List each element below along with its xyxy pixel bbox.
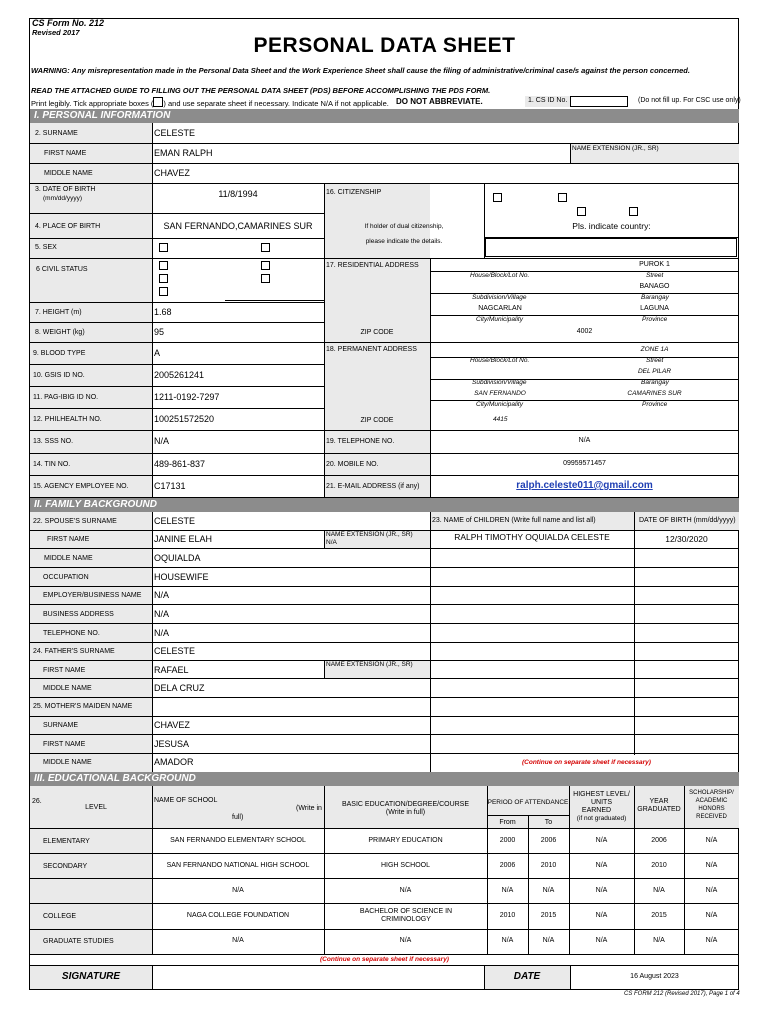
perm-city-value[interactable]: SAN FERNANDO (474, 390, 526, 397)
dob-label: 3. DATE OF BIRTH (35, 186, 96, 193)
footer-text: CS FORM 212 (Revised 2017), Page 1 of 4 (624, 991, 740, 997)
father-first-label: FIRST NAME (43, 667, 86, 674)
occupation-label: OCCUPATION (43, 574, 89, 581)
email-label: 21. E-MAIL ADDRESS (if any) (326, 483, 420, 490)
gsis-value[interactable]: 2005261241 (154, 370, 205, 380)
weight-value[interactable]: 95 (154, 327, 165, 337)
dual-note-1: If holder of dual citizenship, (364, 223, 444, 230)
civil-separated-checkbox[interactable] (261, 274, 270, 283)
edu-row-school[interactable]: N/A (232, 887, 244, 894)
agency-label: 15. AGENCY EMPLOYEE NO. (33, 483, 129, 490)
father-surname-value[interactable]: CELESTE (154, 646, 196, 656)
weight-label: 8. WEIGHT (kg) (35, 329, 85, 336)
date-label: DATE (513, 971, 541, 982)
spouse-ext-value[interactable]: N/A (326, 539, 337, 546)
edu-honors-header-4: RECEIVED (696, 814, 727, 820)
edu-year-header-2: GRADUATED (637, 806, 681, 813)
citizenship-label: 16. CITIZENSHIP (326, 189, 382, 196)
checkbox-sample-icon (153, 97, 163, 107)
mother-middle-label: MIDDLE NAME (43, 759, 92, 766)
edu-highest-header-2: UNITS (591, 799, 612, 806)
name-ext-label: NAME EXTENSION (JR., SR) (572, 145, 659, 152)
edu-highest-header-3: EARNED (581, 807, 612, 814)
sss-label: 13. SSS NO. (33, 438, 74, 445)
children-label: 23. NAME of CHILDREN (Write full name and list all) (432, 517, 596, 524)
dual-citizenship-checkbox[interactable] (558, 193, 567, 202)
height-label: 7. HEIGHT (m) (35, 309, 82, 316)
signature-label: SIGNATURE (61, 971, 121, 982)
res-subdivision-sub: Subdivision/Village (472, 294, 527, 301)
mother-first-label: FIRST NAME (43, 741, 86, 748)
edu-row-year[interactable]: 2015 (651, 912, 667, 919)
tin-value[interactable]: 489-861-837 (154, 459, 206, 469)
spouse-first-label: FIRST NAME (47, 536, 90, 543)
section-family-header: II. FAMILY BACKGROUND (30, 498, 739, 512)
surname-value[interactable]: CELESTE (154, 128, 196, 138)
telephone-value[interactable]: N/A (578, 437, 591, 444)
telephone-label: 19. TELEPHONE NO. (326, 438, 395, 445)
edu-row-course[interactable]: N/A (399, 887, 412, 894)
education-continue-note: (Continue on separate sheet if necessary) (320, 956, 449, 963)
first-name-value[interactable]: EMAN RALPH (154, 148, 213, 158)
pagibig-value[interactable]: 1211-0192-7297 (154, 392, 220, 402)
spouse-middle-value[interactable]: OQUIALDA (154, 553, 201, 563)
mother-middle-value[interactable]: AMADOR (154, 757, 194, 767)
blood-value[interactable]: A (154, 348, 161, 358)
edu-to-header: To (544, 819, 553, 826)
edu-row-to[interactable]: N/A (542, 937, 555, 944)
father-first-value[interactable]: RAFAEL (154, 665, 189, 675)
gsis-label: 10. GSIS ID NO. (33, 372, 85, 379)
print-note (31, 97, 389, 108)
dob-format: (mm/dd/yyyy) (43, 195, 82, 202)
edu-row-highest[interactable]: N/A (595, 837, 608, 844)
perm-province-sub: Province (642, 401, 668, 408)
guide-text: READ THE ATTACHED GUIDE TO FILLING OUT THE PERSONAL DATA SHEET (PDS) BEFORE ACCOMPLISHING THE PDS FORM. (31, 86, 491, 95)
father-middle-value[interactable]: DELA CRUZ (154, 683, 205, 693)
email-link[interactable]: ralph.celeste011@gmail.com (516, 480, 653, 491)
spouse-surname-label: 22. SPOUSE'S SURNAME (33, 518, 117, 525)
do-not-abbreviate: DO NOT ABBREVIATE. (396, 97, 483, 106)
perm-street-sub: Street (646, 357, 664, 364)
edu-row-course[interactable]: PRIMARY EDUCATION (368, 837, 443, 844)
by-birth-checkbox[interactable] (577, 207, 586, 216)
height-value[interactable]: 1.68 (154, 307, 172, 317)
sex-label: 5. SEX (35, 244, 57, 251)
edu-row-highest[interactable]: N/A (595, 937, 608, 944)
mother-surname-value[interactable]: CHAVEZ (154, 720, 190, 730)
edu-row-to[interactable]: 2010 (540, 862, 557, 869)
warning-text: WARNING: Any misrepresentation made in the Personal Data Sheet and the Work Experience Sheet shall cause the filing of administrative/criminal case/s against the person concerned. (31, 66, 690, 75)
edu-num: 26. (32, 798, 42, 805)
res-zip-label: ZIP CODE (360, 329, 394, 336)
edu-row-course[interactable]: BACHELOR OF SCIENCE IN CRIMINOLOGY (359, 908, 453, 923)
perm-city-sub: City/Municipality (476, 401, 523, 408)
philhealth-label: 12. PHILHEALTH NO. (33, 416, 102, 423)
res-city-sub: City/Municipality (476, 316, 523, 323)
perm-house-sub: House/Block/Lot No. (470, 357, 530, 364)
mother-surname-label: SURNAME (43, 722, 79, 729)
form-id: CS Form No. 212 (32, 18, 105, 28)
perm-barangay-sub: Barangay (641, 379, 669, 386)
civil-status-label: 6 CIVIL STATUS (36, 266, 88, 273)
perm-street-value[interactable]: ZONE 1A (640, 346, 669, 353)
edu-row-to[interactable]: 2006 (540, 837, 557, 844)
edu-row-year[interactable]: N/A (653, 887, 665, 894)
edu-row-honors[interactable]: N/A (705, 937, 718, 944)
edu-row-year[interactable]: N/A (653, 937, 665, 944)
child-dob-label: DATE OF BIRTH (mm/dd/yyyy) (639, 517, 736, 524)
business-addr-label: BUSINESS ADDRESS (43, 611, 114, 618)
perm-zip-value[interactable]: 4415 (493, 416, 508, 423)
first-name-label: FIRST NAME (44, 150, 87, 157)
country-select[interactable] (485, 238, 737, 257)
civil-widowed-checkbox[interactable] (159, 274, 168, 283)
father-middle-label: MIDDLE NAME (43, 685, 92, 692)
edu-row-from[interactable]: 2006 (499, 862, 516, 869)
edu-row-year[interactable]: 2010 (651, 862, 667, 869)
residential-label: 17. RESIDENTIAL ADDRESS (326, 262, 419, 269)
edu-highest-header-1: HIGHEST LEVEL/ (573, 791, 630, 798)
spouse-surname-value[interactable]: CELESTE (154, 516, 196, 526)
section-education-header: III. EDUCATIONAL BACKGROUND (30, 772, 739, 786)
edu-row-from[interactable]: 2000 (499, 837, 516, 844)
edu-period-header: PERIOD OF ATTENDANCE (487, 799, 569, 806)
child-dob-value[interactable]: 12/30/2020 (665, 534, 708, 544)
edu-row-level: SECONDARY (43, 863, 88, 870)
child-name-value[interactable]: RALPH TIMOTHY OQUIALDA CELESTE (454, 532, 610, 542)
blood-label: 9. BLOOD TYPE (33, 350, 86, 357)
by-naturalization-checkbox[interactable] (629, 207, 638, 216)
edu-row-year[interactable]: 2006 (651, 837, 667, 844)
permanent-label: 18. PERMANENT ADDRESS (326, 346, 417, 353)
philhealth-value[interactable]: 100251572520 (154, 414, 215, 424)
spouse-telephone-label: TELEPHONE NO. (43, 630, 100, 637)
edu-year-header-1: YEAR (649, 798, 669, 805)
edu-row-honors[interactable]: N/A (705, 837, 718, 844)
print-note-a: Print legibly. Tick appropriate boxes ( (31, 99, 154, 108)
edu-row-level: ELEMENTARY (43, 838, 90, 845)
sex-female-checkbox[interactable] (261, 243, 270, 252)
sex-male-checkbox[interactable] (159, 243, 168, 252)
middle-name-label: MIDDLE NAME (44, 170, 93, 177)
edu-honors-header-1: SCHOLARSHIP/ (689, 790, 734, 796)
signature-field[interactable] (153, 966, 483, 989)
mobile-label: 20. MOBILE NO. (326, 461, 379, 468)
civil-other-checkbox[interactable] (159, 287, 168, 296)
mother-first-value[interactable]: JESUSA (154, 739, 190, 749)
spouse-middle-label: MIDDLE NAME (44, 555, 93, 562)
filipino-checkbox[interactable] (493, 193, 502, 202)
occupation-value[interactable]: HOUSEWIFE (154, 572, 209, 582)
tin-label: 14. TIN NO. (33, 461, 71, 468)
mother-label: 25. MOTHER'S MAIDEN NAME (33, 703, 133, 710)
spouse-ext-label: NAME EXTENSION (JR., SR) (326, 531, 413, 538)
edu-course-header-2: (Write in full) (385, 809, 426, 816)
edu-row-highest[interactable]: N/A (595, 862, 608, 869)
mobile-value[interactable]: 09959571457 (563, 460, 606, 467)
perm-zip-label: ZIP CODE (360, 417, 394, 424)
edu-level-header: LEVEL (85, 804, 107, 811)
perm-subdivision-sub: Subdivision/Village (472, 379, 527, 386)
pagibig-label: 11. PAG-IBIG ID NO. (33, 394, 99, 401)
edu-row-honors[interactable]: N/A (705, 912, 718, 919)
edu-row-honors[interactable]: N/A (705, 887, 718, 894)
edu-row-course[interactable]: N/A (399, 937, 412, 944)
res-street-value[interactable]: PUROK 1 (639, 261, 670, 268)
edu-row-level: GRADUATE STUDIES (43, 938, 114, 945)
print-note-b: ) and use separate sheet if necessary. Indicate N/A if not applicable. (163, 99, 389, 108)
dob-value[interactable]: 11/8/1994 (218, 189, 258, 199)
res-city-value[interactable]: NAGCARLAN (478, 305, 522, 312)
date-value[interactable]: 16 August 2023 (630, 973, 679, 980)
edu-row-school[interactable]: SAN FERNANDO NATIONAL HIGH SCHOOL (166, 862, 310, 869)
edu-honors-header-2: ACADEMIC (695, 798, 728, 804)
edu-row-to[interactable]: 2015 (540, 912, 557, 919)
father-ext-label: NAME EXTENSION (JR., SR) (326, 661, 413, 668)
edu-row-to[interactable]: N/A (542, 887, 555, 894)
edu-row-from[interactable]: N/A (501, 887, 514, 894)
cs-id-note: (Do not fill up. For CSC use only) (638, 97, 741, 104)
business-addr-value[interactable]: N/A (154, 609, 170, 619)
edu-row-honors[interactable]: N/A (705, 862, 718, 869)
edu-row-course[interactable]: HIGH SCHOOL (380, 862, 430, 869)
res-street-sub: Street (646, 272, 664, 279)
civil-married-checkbox[interactable] (261, 261, 270, 270)
edu-school-header-1: NAME OF SCHOOL (154, 797, 218, 804)
cs-id-label: 1. CS ID No. (528, 97, 568, 104)
family-continue-note: (Continue on separate sheet if necessary) (522, 759, 651, 766)
res-province-value[interactable]: LAGUNA (640, 305, 669, 312)
agency-value[interactable]: C17131 (154, 481, 186, 491)
surname-label: 2. SURNAME (35, 130, 78, 137)
middle-name-value[interactable]: CHAVEZ (154, 168, 190, 178)
indicate-country: Pls. indicate country: (572, 221, 651, 231)
edu-row-level: COLLEGE (43, 913, 77, 920)
edu-school-header-3: full) (232, 814, 244, 821)
employer-value[interactable]: N/A (154, 590, 170, 600)
dual-note-2: please indicate the details. (365, 238, 443, 245)
spouse-first-value[interactable]: JANINE ELAH (154, 534, 213, 544)
res-house-sub: House/Block/Lot No. (470, 272, 530, 279)
edu-row-highest[interactable]: N/A (595, 887, 608, 894)
form-revised: Revised 2017 (32, 28, 80, 37)
edu-row-school[interactable]: N/A (232, 937, 244, 944)
perm-province-value[interactable]: CAMARINES SUR (627, 390, 682, 397)
edu-course-header-1: BASIC EDUCATION/DEGREE/COURSE (341, 801, 470, 808)
edu-row-school[interactable]: NAGA COLLEGE FOUNDATION (186, 912, 290, 919)
edu-from-header: From (499, 819, 516, 826)
res-zip-value[interactable]: 4002 (576, 328, 593, 335)
section-personal-header: I. PERSONAL INFORMATION (30, 109, 739, 123)
spouse-telephone-value[interactable]: N/A (154, 628, 170, 638)
res-province-sub: Province (642, 316, 668, 323)
edu-row-highest[interactable]: N/A (595, 912, 608, 919)
res-barangay-value[interactable]: BANAGO (639, 283, 670, 290)
cs-id-input[interactable] (570, 96, 628, 107)
sss-value[interactable]: N/A (154, 436, 170, 446)
edu-row-school[interactable]: SAN FERNANDO ELEMENTARY SCHOOL (170, 837, 306, 844)
pob-label: 4. PLACE OF BIRTH (35, 223, 101, 230)
edu-school-header-2: (Write in (296, 805, 322, 812)
edu-row-from[interactable]: N/A (501, 937, 514, 944)
pob-value[interactable]: SAN FERNANDO,CAMARINES SUR (163, 221, 313, 231)
perm-barangay-value[interactable]: DEL PILAR (637, 368, 672, 375)
father-surname-label: 24. FATHER'S SURNAME (33, 648, 115, 655)
res-barangay-sub: Barangay (641, 294, 669, 301)
civil-single-checkbox[interactable] (159, 261, 168, 270)
edu-honors-header-3: HONORS (698, 806, 725, 812)
page-title: PERSONAL DATA SHEET (253, 34, 516, 57)
edu-row-from[interactable]: 2010 (499, 912, 516, 919)
edu-highest-header-4: (if not graduated) (576, 815, 627, 822)
employer-label: EMPLOYER/BUSINESS NAME (43, 592, 142, 599)
